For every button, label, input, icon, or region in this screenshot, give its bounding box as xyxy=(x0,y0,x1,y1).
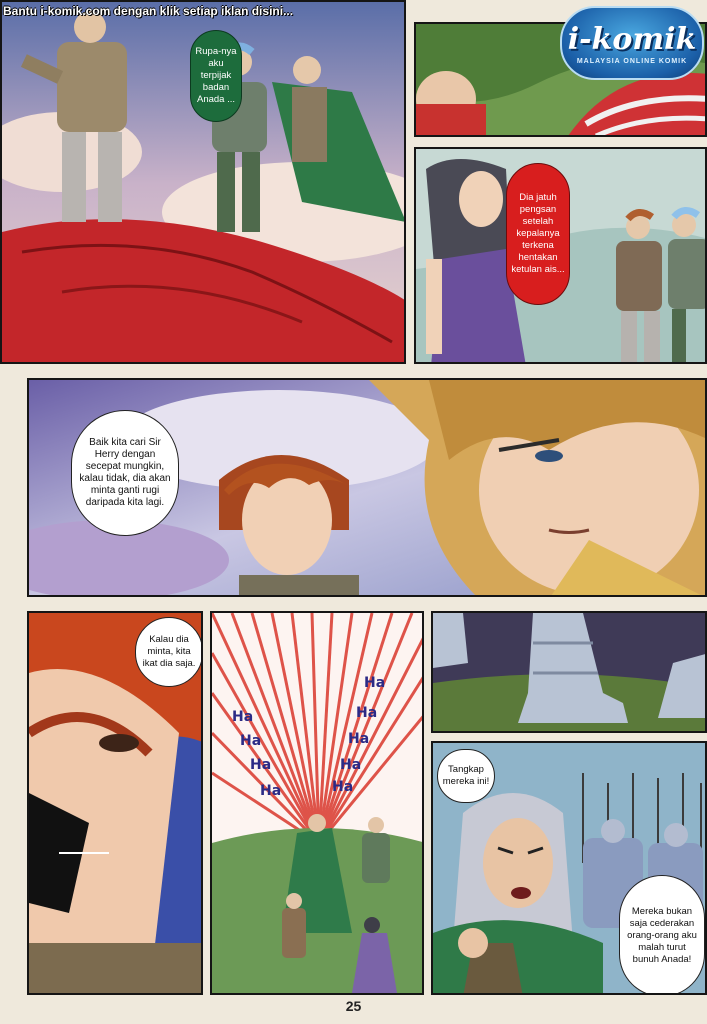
laugh-text: Ha xyxy=(332,779,354,795)
speech-bubble-p1: Rupa-nya aku terpijak badan Anada ... xyxy=(190,30,242,122)
laugh-text: Ha xyxy=(364,675,386,691)
speech-bubble-p5: Kalau dia minta, kita ikat dia saja. xyxy=(135,617,203,687)
speech-bubble-p3: Dia jatuh pengsan setelah kepalanya terkena hentakan ketulan ais... xyxy=(506,163,570,305)
laugh-text: Ha xyxy=(340,757,362,773)
laugh-text: Ha xyxy=(240,733,262,749)
panel-5 xyxy=(27,611,203,995)
speech-bubble-p8a: Tangkap mereka ini! xyxy=(437,749,495,803)
ad-banner-link[interactable]: Bantu i-komik.com dengan klik setiap iklan disini... xyxy=(3,4,294,18)
speech-bubble-p4: Baik kita cari Sir Herry dengan secepat mungkin, kalau tidak, dia akan minta ganti rugi daripada kita lagi. xyxy=(71,410,179,536)
laugh-text: Ha xyxy=(348,731,370,747)
panel-8 xyxy=(431,741,707,995)
laugh-text: Ha xyxy=(260,783,282,799)
page-number: 25 xyxy=(345,998,362,1014)
panel-7-art xyxy=(433,613,707,733)
panel-6-art xyxy=(212,613,424,995)
laugh-text: Ha xyxy=(250,757,272,773)
logo-subtitle: MALAYSIA ONLINE KOMIK xyxy=(576,58,688,65)
panel-3 xyxy=(414,147,707,364)
laugh-text: Ha xyxy=(232,709,254,725)
logo-title: i-komik xyxy=(567,22,697,57)
panel-4 xyxy=(27,378,707,597)
panel-7 xyxy=(431,611,707,733)
laugh-text: Ha xyxy=(356,705,378,721)
site-logo[interactable] xyxy=(560,6,704,80)
speech-bubble-p8b: Mereka bukan saja cederakan orang-orang aku malah turut bunuh Anada! xyxy=(619,875,705,995)
panel-1 xyxy=(0,0,406,364)
panel-6 xyxy=(210,611,424,995)
